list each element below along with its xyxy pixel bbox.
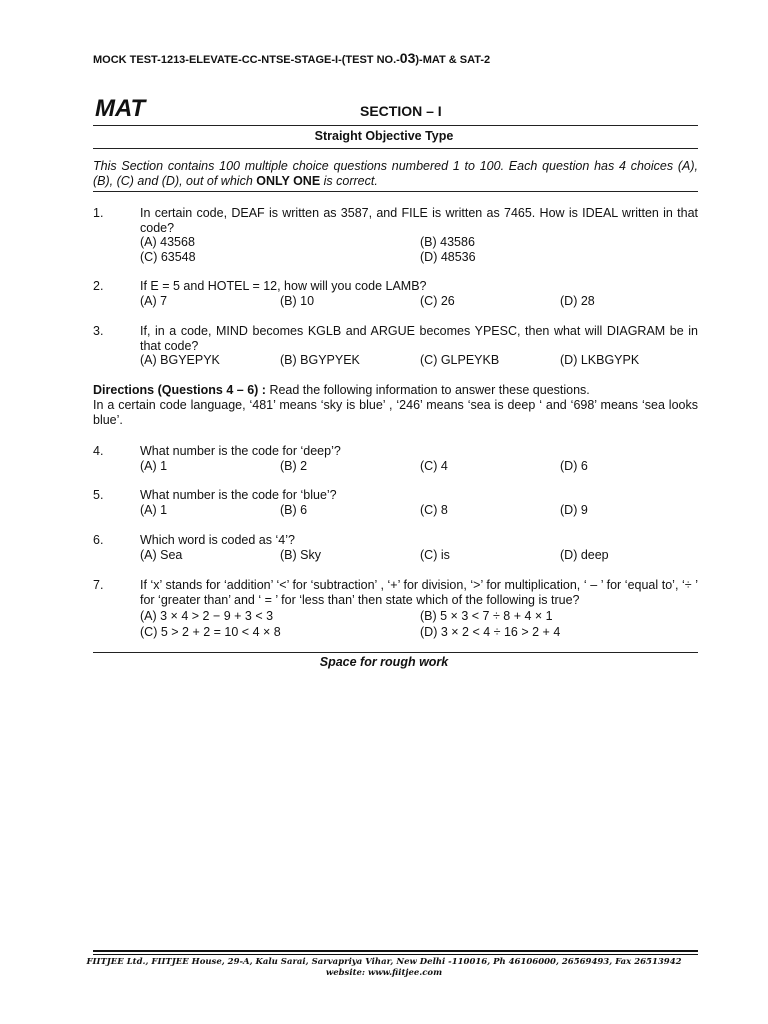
option-d[interactable]: (D) 3 × 2 < 4 ÷ 16 > 2 + 4 bbox=[420, 625, 561, 639]
option-row bbox=[140, 625, 698, 640]
divider bbox=[93, 125, 698, 126]
mat-title: MAT bbox=[95, 95, 146, 122]
question-number: 7. bbox=[93, 578, 104, 592]
option-c[interactable]: (C) 63548 bbox=[140, 250, 196, 264]
question-text: If E = 5 and HOTEL = 12, how will you code LAMB? bbox=[140, 279, 427, 293]
header-prefix: MOCK TEST-1213-ELEVATE-CC-NTSE-STAGE-I-(TEST NO.- bbox=[93, 54, 400, 66]
section-subtitle: Straight Objective Type bbox=[314, 129, 454, 143]
option-row bbox=[140, 353, 698, 368]
question-text: Which word is coded as ‘4’? bbox=[140, 533, 295, 547]
question-text: If ‘x’ stands for ‘addition’ ‘<’ for ‘subtraction’ , ‘+’ for division, ‘>’ for multiplication, ‘ – ’ for ‘equal to’, ‘÷ ’ for ‘greater than’ and ‘ = ’ for ‘less than’ then state which of the following is true? bbox=[140, 578, 698, 607]
option-d[interactable]: (D) LKBGYPK bbox=[560, 353, 640, 367]
option-row bbox=[140, 235, 698, 250]
option-row bbox=[140, 503, 698, 518]
footer-rule bbox=[93, 954, 698, 955]
footer-rule bbox=[93, 950, 698, 952]
option-a[interactable]: (A) 1 bbox=[140, 503, 168, 517]
divider bbox=[93, 191, 698, 192]
option-c[interactable]: (C) 26 bbox=[420, 294, 455, 308]
section-title: SECTION – I bbox=[360, 103, 442, 119]
intro-text: This Section contains 100 multiple choice questions numbered 1 to 100. Each question has 4 choices (A), (B), (C) and (D), out of which bbox=[93, 159, 698, 188]
option-a[interactable]: (A) 1 bbox=[140, 459, 168, 473]
question-number: 4. bbox=[93, 444, 104, 458]
divider bbox=[93, 148, 698, 149]
question-number: 2. bbox=[93, 279, 104, 293]
intro-text-end: is correct. bbox=[320, 174, 378, 188]
option-c[interactable]: (C) GLPEYKB bbox=[420, 353, 500, 367]
option-b[interactable]: (B) 6 bbox=[280, 503, 308, 517]
option-d[interactable]: (D) 9 bbox=[560, 503, 588, 517]
question-number: 5. bbox=[93, 488, 104, 502]
option-b[interactable]: (B) 43586 bbox=[420, 235, 475, 249]
directions-text: Read the following information to answer these questions. bbox=[265, 383, 590, 397]
option-row bbox=[140, 548, 698, 563]
rough-work-label: Space for rough work bbox=[319, 655, 449, 669]
question-number: 1. bbox=[93, 206, 104, 220]
option-c[interactable]: (C) is bbox=[420, 548, 450, 562]
option-a[interactable]: (A) Sea bbox=[140, 548, 183, 562]
footer bbox=[0, 957, 768, 979]
option-c[interactable]: (C) 4 bbox=[420, 459, 448, 473]
question-number: 3. bbox=[93, 324, 104, 338]
option-row bbox=[140, 250, 698, 265]
question-text: What number is the code for ‘deep’? bbox=[140, 444, 341, 458]
section-instructions bbox=[93, 159, 698, 189]
option-a[interactable]: (A) BGYEPYK bbox=[140, 353, 220, 367]
divider bbox=[93, 652, 698, 653]
option-d[interactable]: (D) 48536 bbox=[420, 250, 476, 264]
option-d[interactable]: (D) deep bbox=[560, 548, 609, 562]
option-c[interactable]: (C) 8 bbox=[420, 503, 448, 517]
option-row bbox=[140, 609, 698, 624]
question-text: If, in a code, MIND becomes KGLB and ARGUE becomes YPESC, then what will DIAGRAM be in that code? bbox=[140, 324, 698, 353]
option-d[interactable]: (D) 6 bbox=[560, 459, 588, 473]
intro-emphasis: ONLY ONE bbox=[256, 174, 321, 188]
option-row bbox=[140, 459, 698, 474]
option-c[interactable]: (C) 5 > 2 + 2 = 10 < 4 × 8 bbox=[140, 625, 281, 639]
question-number: 6. bbox=[93, 533, 104, 547]
header-suffix: )-MAT & SAT-2 bbox=[415, 54, 491, 66]
option-b[interactable]: (B) 5 × 3 < 7 ÷ 8 + 4 × 1 bbox=[420, 609, 553, 623]
option-b[interactable]: (B) 2 bbox=[280, 459, 308, 473]
option-d[interactable]: (D) 28 bbox=[560, 294, 595, 308]
test-header bbox=[93, 50, 490, 66]
option-b[interactable]: (B) 10 bbox=[280, 294, 315, 308]
option-a[interactable]: (A) 7 bbox=[140, 294, 168, 308]
question-text: In certain code, DEAF is written as 3587, and FILE is written as 7465. How is IDEAL written in that code? bbox=[140, 206, 698, 235]
option-row bbox=[140, 294, 698, 309]
option-b[interactable]: (B) Sky bbox=[280, 548, 321, 562]
option-a[interactable]: (A) 43568 bbox=[140, 235, 195, 249]
directions-block bbox=[93, 383, 698, 428]
directions-label: Directions (Questions 4 – 6) : bbox=[93, 383, 266, 397]
footer-address: FIITJEE Ltd., FIITJEE House, 29-A, Kalu Sarai, Sarvapriya Vihar, New Delhi -110016, Ph 46106000, 26569493, Fax 26513942 bbox=[86, 957, 682, 967]
directions-passage: In a certain code language, ‘481’ means ‘sky is blue’ , ‘246’ means ‘sea is deep ‘ and ‘698’ means ‘sea looks blue’. bbox=[93, 398, 698, 427]
question-text: What number is the code for ‘blue’? bbox=[140, 488, 337, 502]
option-b[interactable]: (B) BGYPYEK bbox=[280, 353, 360, 367]
option-a[interactable]: (A) 3 × 4 > 2 − 9 + 3 < 3 bbox=[140, 609, 274, 623]
header-test-no: 03 bbox=[399, 50, 416, 66]
footer-website: website: www.fiitjee.com bbox=[325, 968, 443, 978]
